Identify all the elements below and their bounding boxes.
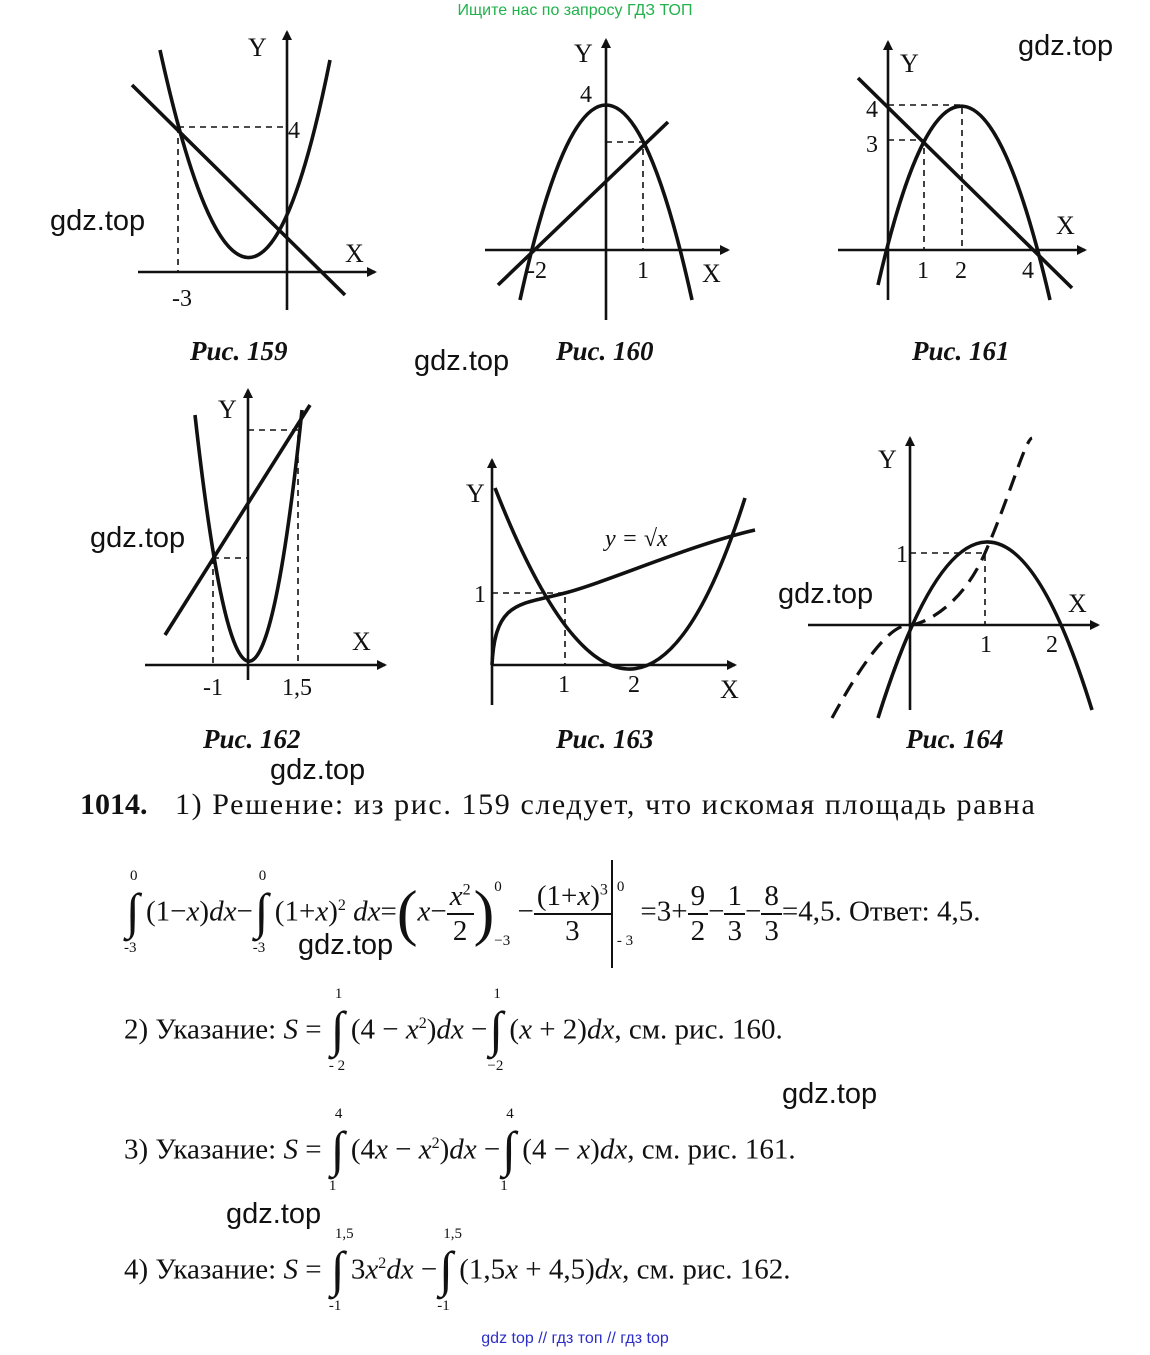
hint-label: Указание: bbox=[155, 1133, 277, 1166]
tick-label: 1 bbox=[980, 632, 992, 658]
x-axis-label: X bbox=[720, 675, 739, 704]
hint-label: Указание: bbox=[155, 1253, 277, 1286]
figure-162 bbox=[145, 390, 385, 754]
tick-label: 3 bbox=[866, 132, 878, 158]
tick-label: 4 bbox=[580, 82, 592, 108]
figure-caption: Рис. 162 bbox=[203, 724, 301, 754]
y-axis-label: Y bbox=[248, 33, 267, 62]
y-axis-label: Y bbox=[878, 445, 897, 474]
formula-1: 0 ∫ -3 (1−x)dx− 0 ∫ -3 $(1+x)^2$ dx=(x− $\frac{x^2}{2}$ )0 −3 − $\frac{(1+x)^3}{3}$ 0 - 3 =3+ $\frac{9}{2}$ − $\frac{1}{3}$ − $\frac{8}{3}$ =4,5. Ответ: 4,5. bbox=[124, 860, 980, 968]
tick-label: 4 bbox=[288, 118, 300, 144]
x-axis-label: X bbox=[1068, 589, 1087, 618]
watermark: gdz.top bbox=[50, 205, 146, 237]
figure-163 bbox=[466, 460, 755, 754]
answer-text: . Ответ: 4,5. bbox=[834, 895, 981, 928]
tick-label: 1 bbox=[637, 258, 649, 284]
x-axis-label: X bbox=[702, 259, 721, 288]
parabola-curve bbox=[495, 488, 745, 669]
watermark: gdz.top bbox=[782, 1078, 878, 1110]
line-graph bbox=[132, 85, 345, 295]
footer-links[interactable]: gdz top // гдз топ // гдз top bbox=[481, 1330, 669, 1347]
tick-label: -1 bbox=[203, 675, 223, 701]
problem-intro: 1) Решение: из рис. 159 следует, что искомая площадь равна bbox=[175, 788, 1037, 821]
y-axis-label: Y bbox=[218, 395, 237, 424]
parabola-curve bbox=[160, 50, 330, 258]
tick-label: -3 bbox=[172, 286, 192, 312]
y-axis-label: Y bbox=[574, 39, 593, 68]
tick-label: 1 bbox=[917, 258, 929, 284]
problem-heading bbox=[80, 788, 1120, 822]
figure-159 bbox=[132, 32, 375, 366]
tick-label: -2 bbox=[527, 258, 547, 284]
x-axis-label: X bbox=[1056, 211, 1075, 240]
figure-caption: Рис. 160 bbox=[556, 336, 654, 366]
hint-2: 2) Указание: S = 1 ∫ - 2 $(4 - x^2)dx$ − 1 ∫ −2 (x + 2)dx, см. рис. 160. bbox=[124, 986, 783, 1074]
tick-label: 1,5 bbox=[282, 675, 312, 701]
hint-label: Указание: bbox=[155, 1013, 277, 1046]
hint-3: 3) Указание: S = 4 ∫ 1 $(4x - x^2)dx$ − 4 ∫ 1 (4 − x)dx, см. рис. 161. bbox=[124, 1106, 796, 1194]
watermark: gdz.top bbox=[90, 522, 186, 554]
x-axis-label: X bbox=[345, 239, 364, 268]
item-number: 2) bbox=[124, 1013, 149, 1046]
hint-4: 4) Указание: S = 1,5 ∫ -1 $3x^2dx$ − 1,5 ∫ -1 (1,5x + 4,5)dx, см. рис. 162. bbox=[124, 1226, 791, 1314]
tick-label: 2 bbox=[955, 258, 967, 284]
figure-caption: Рис. 163 bbox=[556, 724, 654, 754]
tick-label: 1 bbox=[558, 672, 570, 698]
figure-160 bbox=[485, 39, 728, 366]
problem-number: 1014. bbox=[80, 788, 148, 821]
watermark: gdz.top bbox=[226, 1198, 322, 1230]
line-graph bbox=[858, 78, 1072, 288]
tick-label: 4 bbox=[866, 97, 878, 123]
figure-caption: Рис. 161 bbox=[912, 336, 1010, 366]
watermark: gdz.top bbox=[414, 345, 510, 377]
figure-reference: , см. рис. 161. bbox=[627, 1133, 796, 1166]
item-number: 3) bbox=[124, 1133, 149, 1166]
tick-label: 2 bbox=[628, 672, 640, 698]
x-axis-label: X bbox=[352, 627, 371, 656]
figure-161 bbox=[838, 42, 1085, 366]
watermark: gdz.top bbox=[270, 754, 366, 786]
y-axis-label: Y bbox=[466, 479, 485, 508]
top-banner[interactable]: Ищите нас по запросу ГДЗ ТОП bbox=[457, 2, 693, 19]
watermark: gdz.top bbox=[1018, 30, 1114, 62]
tick-label: 1 bbox=[896, 542, 908, 568]
tick-label: 1 bbox=[474, 582, 486, 608]
figure-reference: , см. рис. 162. bbox=[622, 1253, 791, 1286]
item-number: 4) bbox=[124, 1253, 149, 1286]
figure-caption: Рис. 159 bbox=[190, 336, 288, 366]
y-axis-label: Y bbox=[900, 49, 919, 78]
tick-label: 4 bbox=[1022, 258, 1034, 284]
tick-label: 2 bbox=[1046, 632, 1058, 658]
curve-label: y = √x bbox=[605, 526, 668, 552]
figure-reference: , см. рис. 160. bbox=[614, 1013, 783, 1046]
watermark: gdz.top bbox=[778, 578, 874, 610]
figure-caption: Рис. 164 bbox=[906, 724, 1004, 754]
watermark: gdz.top bbox=[298, 929, 394, 961]
